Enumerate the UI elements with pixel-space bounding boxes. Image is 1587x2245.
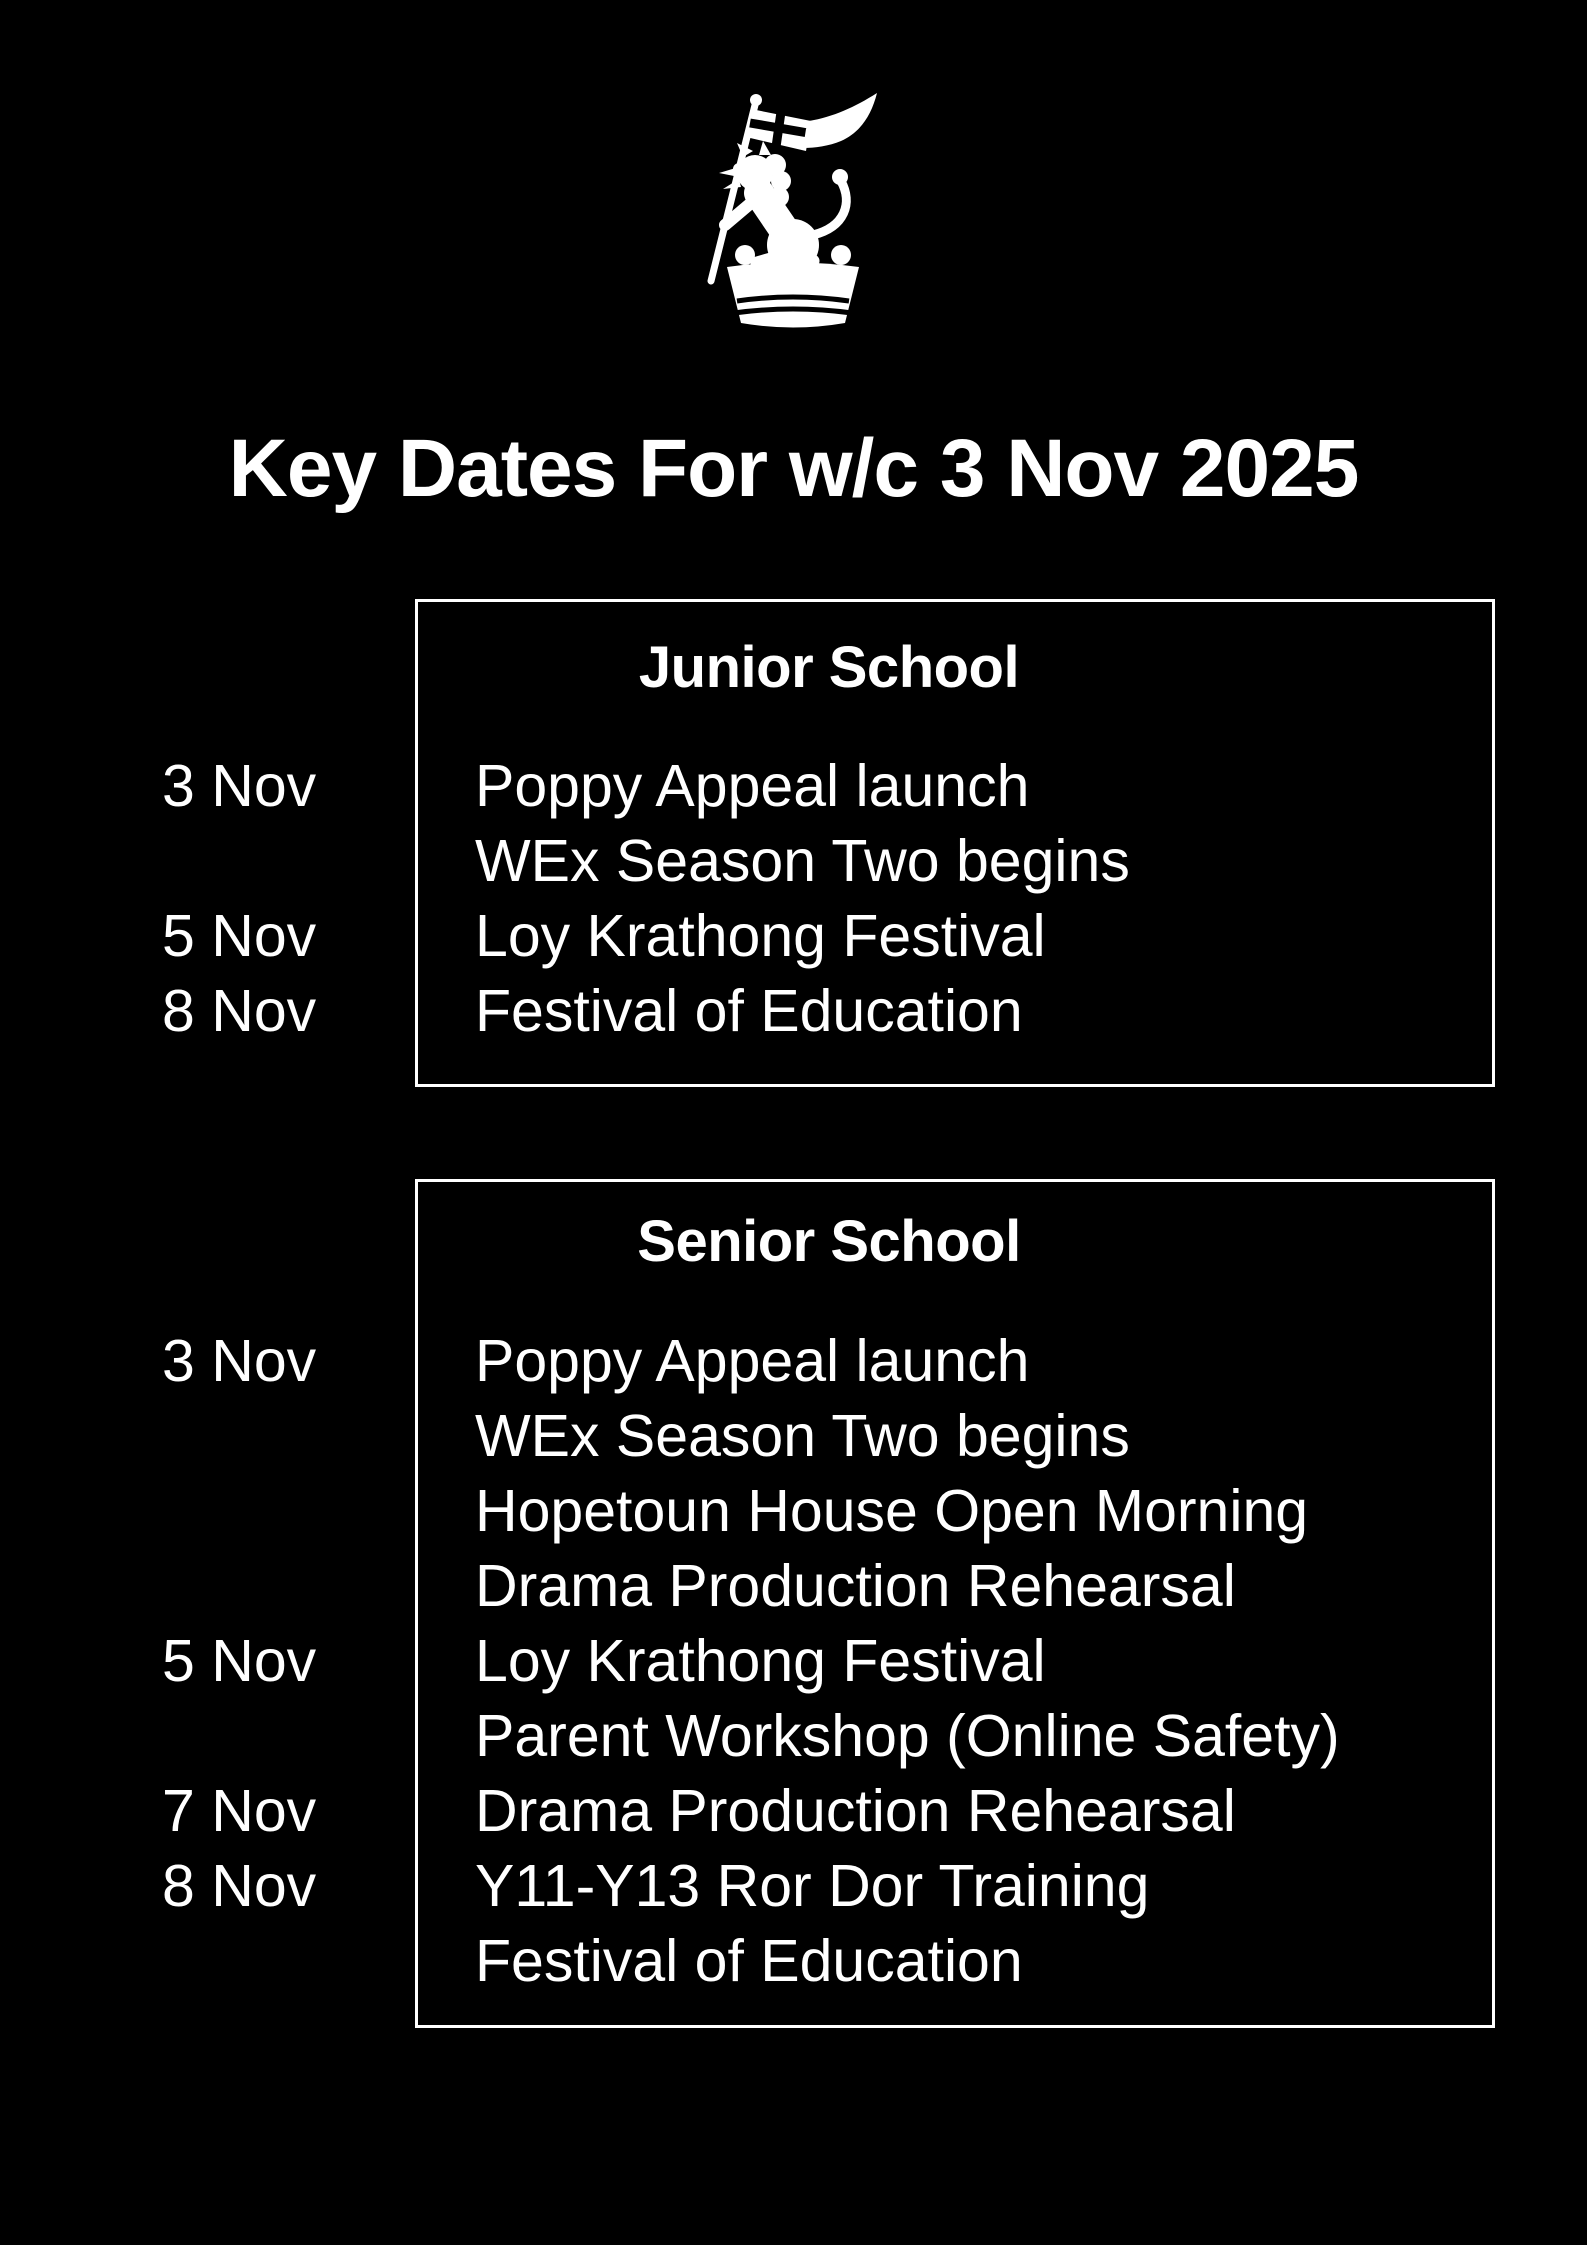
event-label: Hopetoun House Open Morning	[475, 1478, 1309, 1544]
date-label	[162, 1549, 412, 1624]
event-label: WEx Season Two begins	[475, 828, 1130, 894]
junior-events-column	[475, 749, 1475, 1049]
date-label: 3 Nov	[162, 753, 317, 819]
school-crest-logo	[693, 85, 893, 330]
event-label: WEx Season Two begins	[475, 1403, 1130, 1469]
event-label: Festival of Education	[475, 978, 1023, 1044]
senior-events-column	[475, 1324, 1475, 1999]
event-label: Festival of Education	[475, 1928, 1023, 1994]
date-label	[162, 1699, 412, 1774]
event-label: Parent Workshop (Online Safety)	[475, 1703, 1340, 1769]
senior-school-header: Senior School	[637, 1209, 1021, 1274]
date-label	[162, 1924, 412, 1999]
event-label: Drama Production Rehearsal	[475, 1553, 1236, 1619]
junior-school-header: Junior School	[638, 635, 1020, 700]
event-label: Y11-Y13 Ror Dor Training	[475, 1853, 1150, 1919]
event-label: Loy Krathong Festival	[475, 1628, 1046, 1694]
date-label: 7 Nov	[162, 1778, 317, 1844]
date-label	[162, 1399, 412, 1474]
date-label: 5 Nov	[162, 1628, 317, 1694]
event-label: Drama Production Rehearsal	[475, 1778, 1236, 1844]
date-label: 3 Nov	[162, 1328, 317, 1394]
event-label: Poppy Appeal launch	[475, 753, 1030, 819]
senior-dates-column	[162, 1324, 412, 1999]
event-label: Loy Krathong Festival	[475, 903, 1046, 969]
date-label	[162, 824, 412, 899]
date-label: 8 Nov	[162, 978, 317, 1044]
event-label: Poppy Appeal launch	[475, 1328, 1030, 1394]
date-label	[162, 1474, 412, 1549]
date-label: 5 Nov	[162, 903, 317, 969]
junior-dates-column	[162, 749, 412, 1049]
date-label: 8 Nov	[162, 1853, 317, 1919]
page-title: Key Dates For w/c 3 Nov 2025	[228, 423, 1359, 514]
lion-flag-crown-icon	[693, 85, 893, 330]
